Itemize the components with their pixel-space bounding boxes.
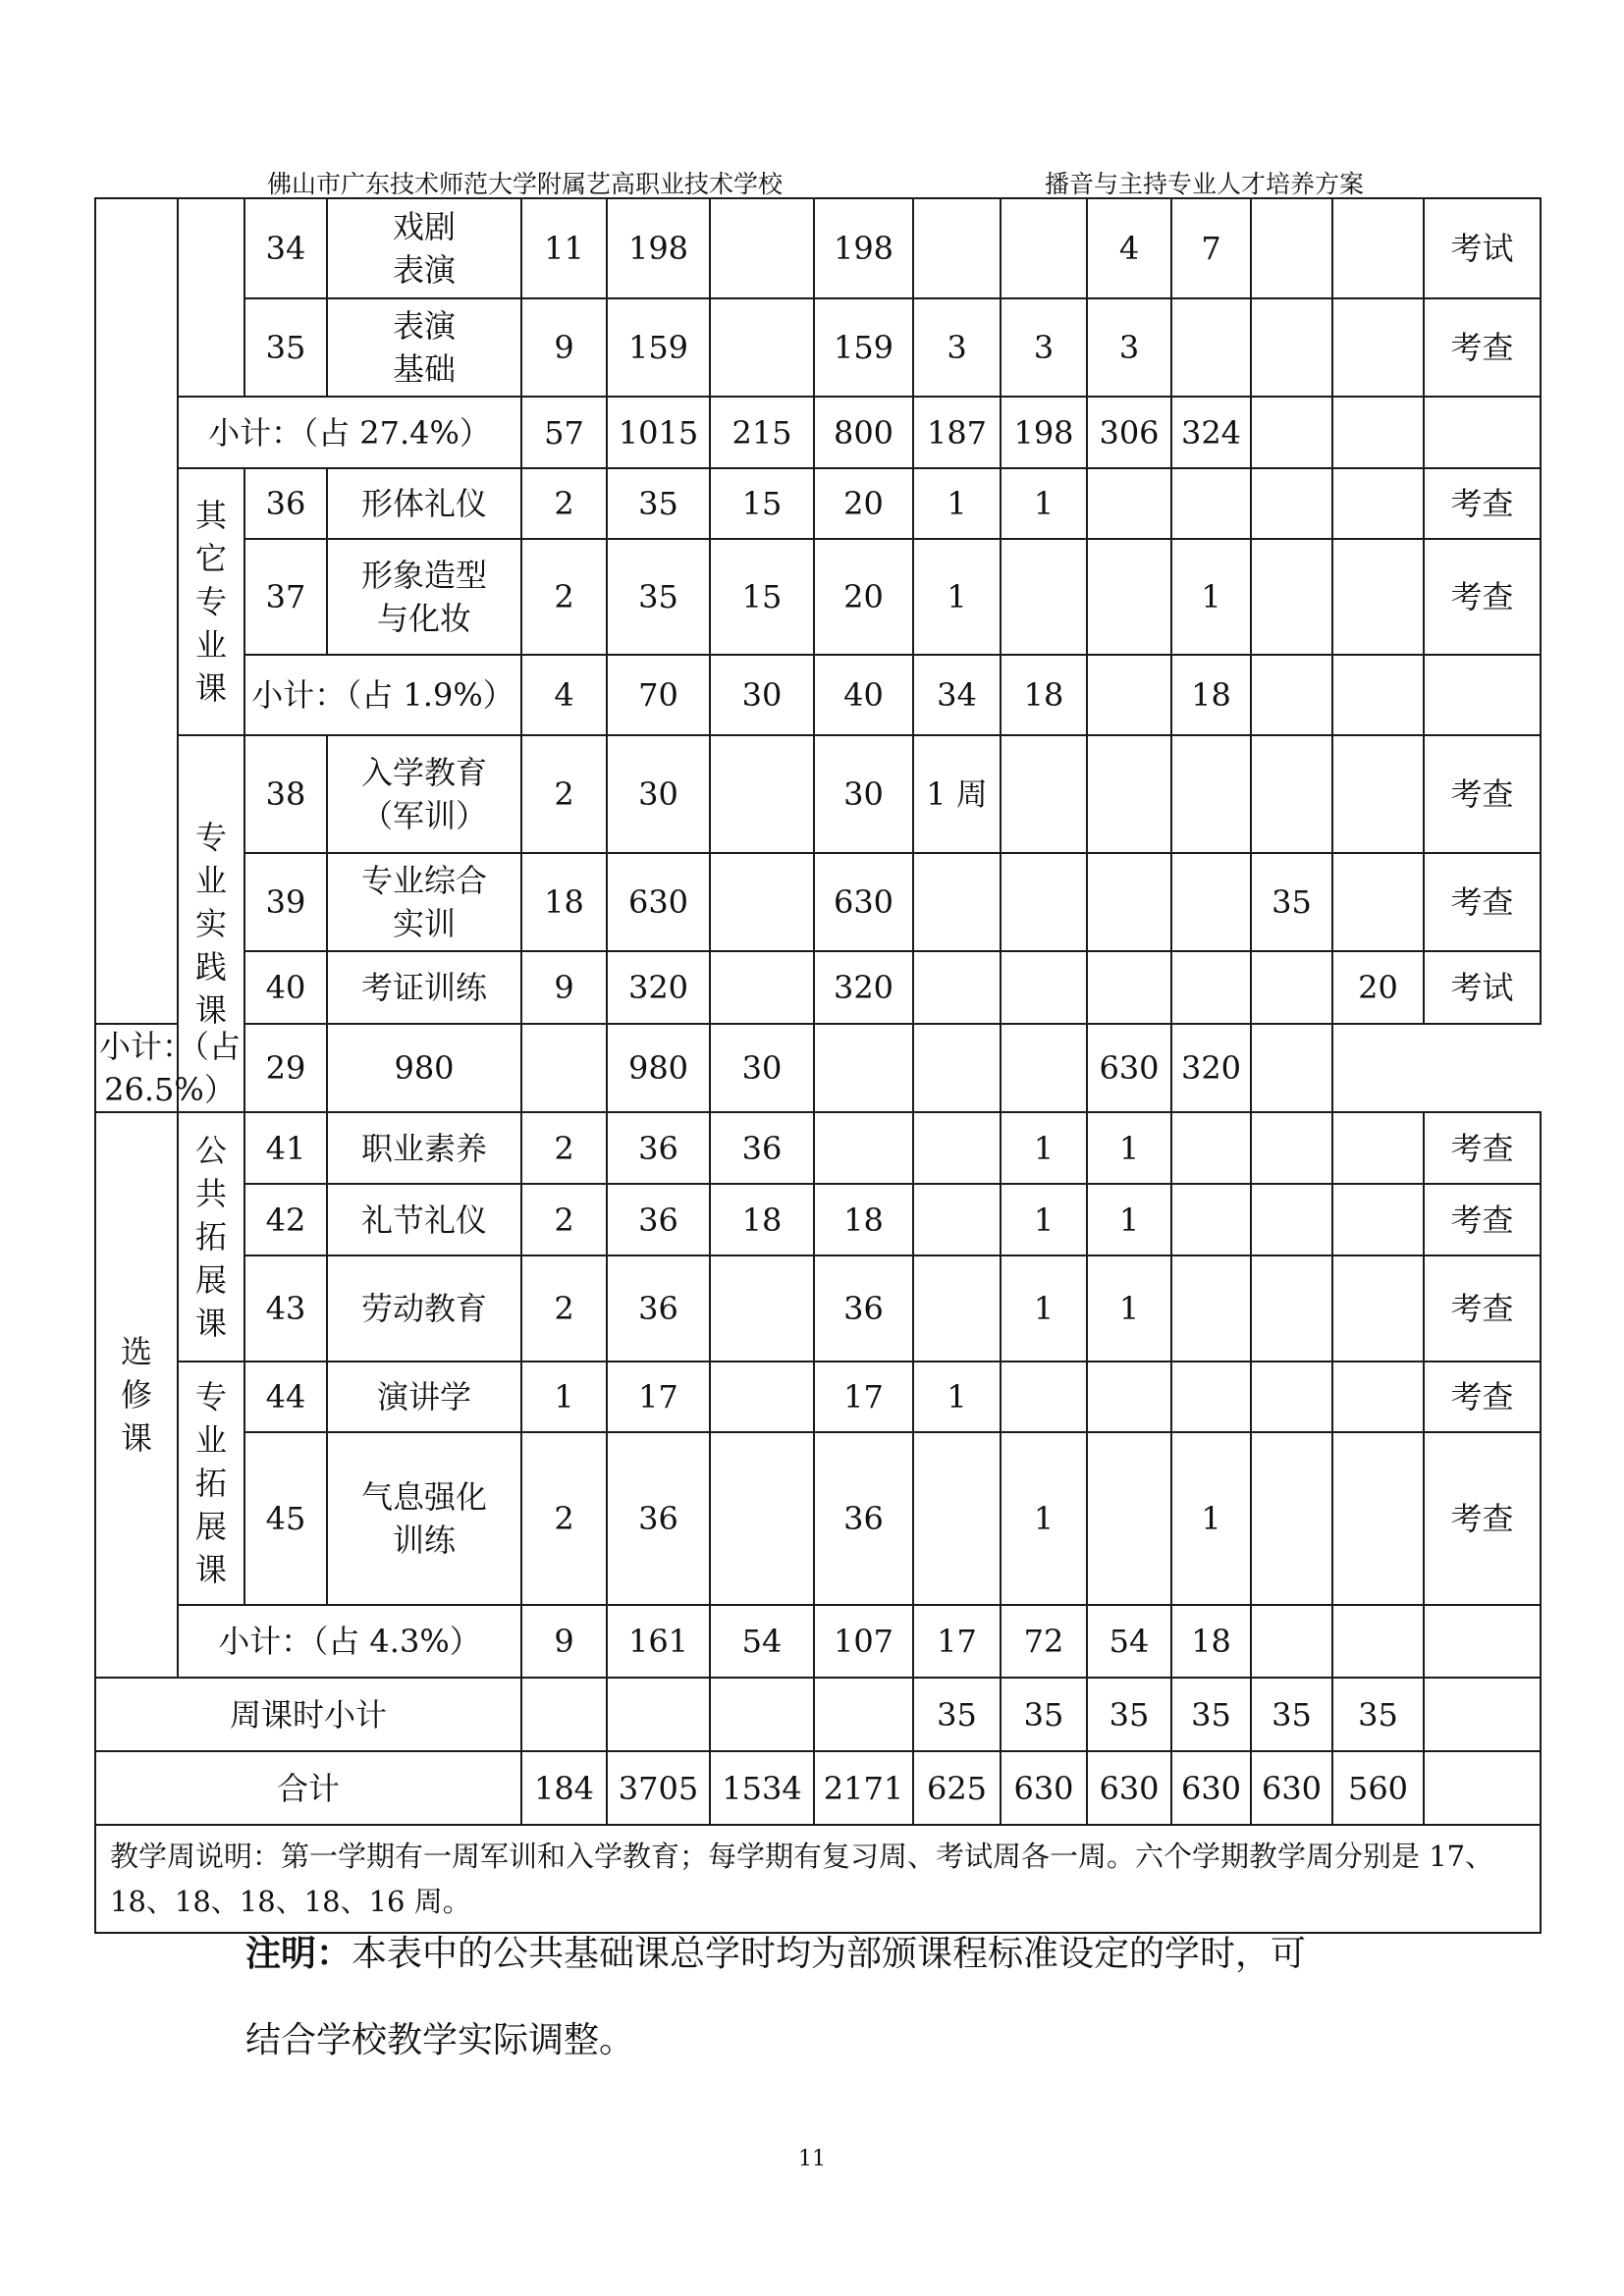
sem6 xyxy=(1332,1362,1424,1432)
sem1: 625 xyxy=(913,1751,1001,1825)
total-hours: 30 xyxy=(607,735,710,853)
assessment: 考查 xyxy=(1424,735,1541,853)
sem2: 630 xyxy=(1001,1751,1087,1825)
total-hours: 3705 xyxy=(607,1751,710,1825)
sem3: 630 xyxy=(1087,1751,1171,1825)
sem3 xyxy=(1087,1362,1171,1432)
table-row xyxy=(95,853,1541,951)
sem2: 1 xyxy=(1001,1112,1087,1184)
sem2: 3 xyxy=(1001,298,1087,397)
course-name: 气息强化训练 xyxy=(327,1432,521,1605)
assessment: 考查 xyxy=(1424,468,1541,539)
credit: 184 xyxy=(521,1751,607,1825)
assessment: 考查 xyxy=(1424,1362,1541,1432)
course-no: 42 xyxy=(244,1184,327,1255)
subtotal-label: 小计：（占 27.4%） xyxy=(178,397,521,468)
sem5 xyxy=(1251,539,1332,655)
sem5 xyxy=(1251,1112,1332,1184)
sem6 xyxy=(1332,1255,1424,1362)
sem1: 30 xyxy=(710,1024,814,1112)
major-category-cell xyxy=(95,198,178,1024)
sem5 xyxy=(1251,298,1332,397)
assessment: 考查 xyxy=(1424,1112,1541,1184)
course-name: 戏剧表演 xyxy=(327,198,521,298)
sem5 xyxy=(1251,1362,1332,1432)
sem4 xyxy=(1171,468,1251,539)
assessment xyxy=(1424,1751,1541,1825)
theory-hours xyxy=(710,1255,814,1362)
group-label-elective: 选 修 课 xyxy=(95,1112,178,1678)
sem6: 35 xyxy=(1332,1678,1424,1751)
theory-hours: 36 xyxy=(710,1112,814,1184)
course-no: 39 xyxy=(244,853,327,951)
assessment: 考试 xyxy=(1424,951,1541,1024)
theory-hours xyxy=(710,198,814,298)
sem3: 1 xyxy=(1087,1112,1171,1184)
theory-hours xyxy=(710,951,814,1024)
weekly-hours-row xyxy=(95,1678,1541,1751)
sem1: 187 xyxy=(913,397,1001,468)
course-no: 41 xyxy=(244,1112,327,1184)
page-number: 11 xyxy=(798,2147,826,2171)
course-name: 形象造型与化妆 xyxy=(327,539,521,655)
sem1: 35 xyxy=(913,1678,1001,1751)
practice-hours: 800 xyxy=(814,397,913,468)
assessment xyxy=(1424,655,1541,735)
theory-hours xyxy=(521,1024,607,1112)
sem1 xyxy=(913,1432,1001,1605)
sem2: 198 xyxy=(1001,397,1087,468)
sem4 xyxy=(1001,1024,1087,1112)
table-row xyxy=(95,735,1541,853)
sem5 xyxy=(1251,655,1332,735)
sem2 xyxy=(1001,951,1087,1024)
table-row xyxy=(95,1112,1541,1184)
total-hours: 630 xyxy=(607,853,710,951)
theory-hours: 54 xyxy=(710,1605,814,1678)
sem5 xyxy=(1251,397,1332,468)
course-no: 38 xyxy=(244,735,327,853)
credit: 2 xyxy=(521,1184,607,1255)
course-name: 表演基础 xyxy=(327,298,521,397)
sem6: 20 xyxy=(1332,951,1424,1024)
teaching-note-row xyxy=(95,1825,1541,1933)
sem2 xyxy=(1001,1362,1087,1432)
course-no: 37 xyxy=(244,539,327,655)
sem3 xyxy=(1087,655,1171,735)
sem6 xyxy=(1332,1605,1424,1678)
assessment: 考查 xyxy=(1424,1432,1541,1605)
sem3 xyxy=(1087,951,1171,1024)
course-name: 考证训练 xyxy=(327,951,521,1024)
sem1: 1 xyxy=(913,539,1001,655)
course-no: 40 xyxy=(244,951,327,1024)
assessment: 考查 xyxy=(1424,1255,1541,1362)
sem2: 35 xyxy=(1001,1678,1087,1751)
sem5: 630 xyxy=(1087,1024,1171,1112)
remark-text-1: 本表中的公共基础课总学时均为部颁课程标准设定的学时，可 xyxy=(352,1934,1307,1974)
teaching-week-note: 教学周说明：第一学期有一周军训和入学教育；每学期有复习周、考试周各一周。六个学期教学周分别是 17、18、18、18、18、16 周。 xyxy=(95,1825,1541,1933)
credit: 2 xyxy=(521,539,607,655)
weekly-label: 周课时小计 xyxy=(95,1678,521,1751)
sem3: 4 xyxy=(1087,198,1171,298)
sem3 xyxy=(1087,468,1171,539)
sem6 xyxy=(1332,298,1424,397)
total-hours: 1015 xyxy=(607,397,710,468)
group-label-major-ext: 专 业 拓 展 课 xyxy=(178,1362,244,1605)
practice-hours: 2171 xyxy=(814,1751,913,1825)
subtotal-label: 小计：（占 4.3%） xyxy=(178,1605,521,1678)
sem2: 1 xyxy=(1001,1184,1087,1255)
sem4: 1 xyxy=(1171,1432,1251,1605)
theory-hours: 30 xyxy=(710,655,814,735)
sem3 xyxy=(913,1024,1001,1112)
practice-hours: 36 xyxy=(814,1432,913,1605)
total-hours: 17 xyxy=(607,1362,710,1432)
sem1 xyxy=(913,1255,1001,1362)
sem2 xyxy=(1001,198,1087,298)
sem2 xyxy=(1001,735,1087,853)
sem4 xyxy=(1171,735,1251,853)
sem5: 35 xyxy=(1251,1678,1332,1751)
sem1 xyxy=(913,1184,1001,1255)
total-hours: 35 xyxy=(607,539,710,655)
course-name: 礼节礼仪 xyxy=(327,1184,521,1255)
sem1 xyxy=(913,1112,1001,1184)
sem1: 1 xyxy=(913,468,1001,539)
theory-hours xyxy=(710,1432,814,1605)
credit: 2 xyxy=(521,1112,607,1184)
course-no: 36 xyxy=(244,468,327,539)
theory-hours: 1534 xyxy=(710,1751,814,1825)
sem6 xyxy=(1332,468,1424,539)
sem4: 630 xyxy=(1171,1751,1251,1825)
sem3 xyxy=(1087,735,1171,853)
practice-hours: 30 xyxy=(814,735,913,853)
course-name: 劳动教育 xyxy=(327,1255,521,1362)
practice-hours xyxy=(814,1678,913,1751)
grand-total-row xyxy=(95,1751,1541,1825)
sem5 xyxy=(1251,735,1332,853)
sem5 xyxy=(1251,1605,1332,1678)
theory-hours xyxy=(710,298,814,397)
sem4: 35 xyxy=(1171,1678,1251,1751)
total-hours: 198 xyxy=(607,198,710,298)
table-row xyxy=(95,1184,1541,1255)
sem5 xyxy=(1251,1255,1332,1362)
theory-hours xyxy=(710,1678,814,1751)
sem5: 35 xyxy=(1251,853,1332,951)
theory-hours: 15 xyxy=(710,539,814,655)
total-hours: 980 xyxy=(327,1024,521,1112)
assessment xyxy=(1424,1605,1541,1678)
sem5 xyxy=(1251,1432,1332,1605)
theory-hours: 215 xyxy=(710,397,814,468)
theory-hours xyxy=(710,1362,814,1432)
remark-line-2: 结合学校教学实际调整。 xyxy=(245,2020,635,2060)
practice-hours: 320 xyxy=(814,951,913,1024)
sem6 xyxy=(1332,198,1424,298)
course-name: 形体礼仪 xyxy=(327,468,521,539)
header-plan-title: 播音与主持专业人才培养方案 xyxy=(1045,170,1365,198)
total-hours xyxy=(607,1678,710,1751)
table-row xyxy=(95,1255,1541,1362)
subgroup-cell xyxy=(178,198,244,397)
sem4 xyxy=(1171,1184,1251,1255)
assessment xyxy=(1251,1024,1332,1112)
sem1: 3 xyxy=(913,298,1001,397)
practice-hours: 40 xyxy=(814,655,913,735)
subtotal-label: 小计：（占 26.5%） xyxy=(95,1024,244,1112)
practice-hours: 159 xyxy=(814,298,913,397)
table-row xyxy=(95,539,1541,655)
sem3 xyxy=(1087,539,1171,655)
sem3: 306 xyxy=(1087,397,1171,468)
assessment xyxy=(1424,397,1541,468)
sem5: 630 xyxy=(1251,1751,1332,1825)
total-hours: 36 xyxy=(607,1184,710,1255)
table-row xyxy=(95,198,1541,298)
sem6 xyxy=(1332,1184,1424,1255)
credit: 9 xyxy=(521,298,607,397)
theory-hours xyxy=(710,735,814,853)
practice-hours: 198 xyxy=(814,198,913,298)
practice-hours: 20 xyxy=(814,468,913,539)
total-hours: 159 xyxy=(607,298,710,397)
credit: 2 xyxy=(521,468,607,539)
credit xyxy=(521,1678,607,1751)
sem3: 1 xyxy=(1087,1184,1171,1255)
sem4: 7 xyxy=(1171,198,1251,298)
subtotal-row xyxy=(95,1024,1541,1112)
sem2 xyxy=(1001,853,1087,951)
practice-hours xyxy=(814,1112,913,1184)
theory-hours: 18 xyxy=(710,1184,814,1255)
total-hours: 35 xyxy=(607,468,710,539)
credit: 18 xyxy=(521,853,607,951)
course-name: 专业综合实训 xyxy=(327,853,521,951)
sem4: 18 xyxy=(1171,1605,1251,1678)
sem6 xyxy=(1332,1432,1424,1605)
credit: 57 xyxy=(521,397,607,468)
practice-hours: 17 xyxy=(814,1362,913,1432)
assessment: 考查 xyxy=(1424,298,1541,397)
sem6 xyxy=(1332,655,1424,735)
total-hours: 36 xyxy=(607,1112,710,1184)
credit: 9 xyxy=(521,1605,607,1678)
assessment: 考查 xyxy=(1424,1184,1541,1255)
sem6 xyxy=(1332,397,1424,468)
theory-hours xyxy=(710,853,814,951)
credit: 9 xyxy=(521,951,607,1024)
sem4 xyxy=(1171,951,1251,1024)
sem2 xyxy=(1001,539,1087,655)
credit: 4 xyxy=(521,655,607,735)
total-hours: 36 xyxy=(607,1432,710,1605)
subtotal-row xyxy=(95,1605,1541,1678)
course-name: 入学教育（军训） xyxy=(327,735,521,853)
assessment xyxy=(1424,1678,1541,1751)
total-hours: 320 xyxy=(607,951,710,1024)
sem3: 35 xyxy=(1087,1678,1171,1751)
sem3: 1 xyxy=(1087,1255,1171,1362)
table-row xyxy=(95,1432,1541,1605)
practice-hours: 20 xyxy=(814,539,913,655)
sem6: 560 xyxy=(1332,1751,1424,1825)
group-label-other-major: 其 它 专 业 课 xyxy=(178,468,244,735)
sem6: 320 xyxy=(1171,1024,1251,1112)
sem6 xyxy=(1332,735,1424,853)
assessment: 考试 xyxy=(1424,198,1541,298)
sem1: 17 xyxy=(913,1605,1001,1678)
group-label-practice: 专 业 实 践 课 xyxy=(178,735,244,1112)
sem2: 18 xyxy=(1001,655,1087,735)
theory-hours: 15 xyxy=(710,468,814,539)
course-no: 44 xyxy=(244,1362,327,1432)
assessment: 考查 xyxy=(1424,853,1541,951)
sem1 xyxy=(913,853,1001,951)
total-hours: 36 xyxy=(607,1255,710,1362)
practice-hours: 630 xyxy=(814,853,913,951)
sem5 xyxy=(1251,1184,1332,1255)
credit: 11 xyxy=(521,198,607,298)
subtotal-row xyxy=(95,655,1541,735)
practice-hours: 980 xyxy=(607,1024,710,1112)
total-label: 合计 xyxy=(95,1751,521,1825)
sem1: 1 周 xyxy=(913,735,1001,853)
course-no: 34 xyxy=(244,198,327,298)
sem2: 1 xyxy=(1001,1255,1087,1362)
credit: 2 xyxy=(521,735,607,853)
course-no: 45 xyxy=(244,1432,327,1605)
sem5 xyxy=(1251,198,1332,298)
table-row xyxy=(95,298,1541,397)
total-hours: 70 xyxy=(607,655,710,735)
assessment: 考查 xyxy=(1424,539,1541,655)
sem4 xyxy=(1171,298,1251,397)
sem1 xyxy=(913,951,1001,1024)
sem5 xyxy=(1251,468,1332,539)
sem6 xyxy=(1332,539,1424,655)
course-name: 职业素养 xyxy=(327,1112,521,1184)
sem2: 1 xyxy=(1001,1432,1087,1605)
credit: 2 xyxy=(521,1255,607,1362)
sem3 xyxy=(1087,1432,1171,1605)
sem4 xyxy=(1171,1112,1251,1184)
subtotal-row xyxy=(95,397,1541,468)
remark-line-1 xyxy=(245,1926,1384,1976)
course-table xyxy=(94,197,1542,1934)
sem1 xyxy=(913,198,1001,298)
sem5 xyxy=(1251,951,1332,1024)
group-label-public-ext: 公 共 拓 展 课 xyxy=(178,1112,244,1362)
sem2 xyxy=(814,1024,913,1112)
sem4: 18 xyxy=(1171,655,1251,735)
sem3: 54 xyxy=(1087,1605,1171,1678)
sem2: 1 xyxy=(1001,468,1087,539)
table-row xyxy=(95,951,1541,1024)
course-no: 43 xyxy=(244,1255,327,1362)
table-row xyxy=(95,1362,1541,1432)
sem1: 1 xyxy=(913,1362,1001,1432)
credit: 1 xyxy=(521,1362,607,1432)
sem6 xyxy=(1332,1112,1424,1184)
sem1: 34 xyxy=(913,655,1001,735)
total-hours: 161 xyxy=(607,1605,710,1678)
sem4 xyxy=(1171,853,1251,951)
sem4 xyxy=(1171,1255,1251,1362)
practice-hours: 107 xyxy=(814,1605,913,1678)
credit: 29 xyxy=(244,1024,327,1112)
table-row xyxy=(95,468,1541,539)
subtotal-label: 小计：（占 1.9%） xyxy=(244,655,521,735)
practice-hours: 36 xyxy=(814,1255,913,1362)
sem3: 3 xyxy=(1087,298,1171,397)
remark-label: 注明： xyxy=(245,1933,352,1974)
credit: 2 xyxy=(521,1432,607,1605)
practice-hours: 18 xyxy=(814,1184,913,1255)
sem4: 324 xyxy=(1171,397,1251,468)
course-name: 演讲学 xyxy=(327,1362,521,1432)
sem2: 72 xyxy=(1001,1605,1087,1678)
sem4: 1 xyxy=(1171,539,1251,655)
sem6 xyxy=(1332,853,1424,951)
sem3 xyxy=(1087,853,1171,951)
sem4 xyxy=(1171,1362,1251,1432)
header-school-name: 佛山市广东技术师范大学附属艺高职业技术学校 xyxy=(267,170,784,198)
course-no: 35 xyxy=(244,298,327,397)
